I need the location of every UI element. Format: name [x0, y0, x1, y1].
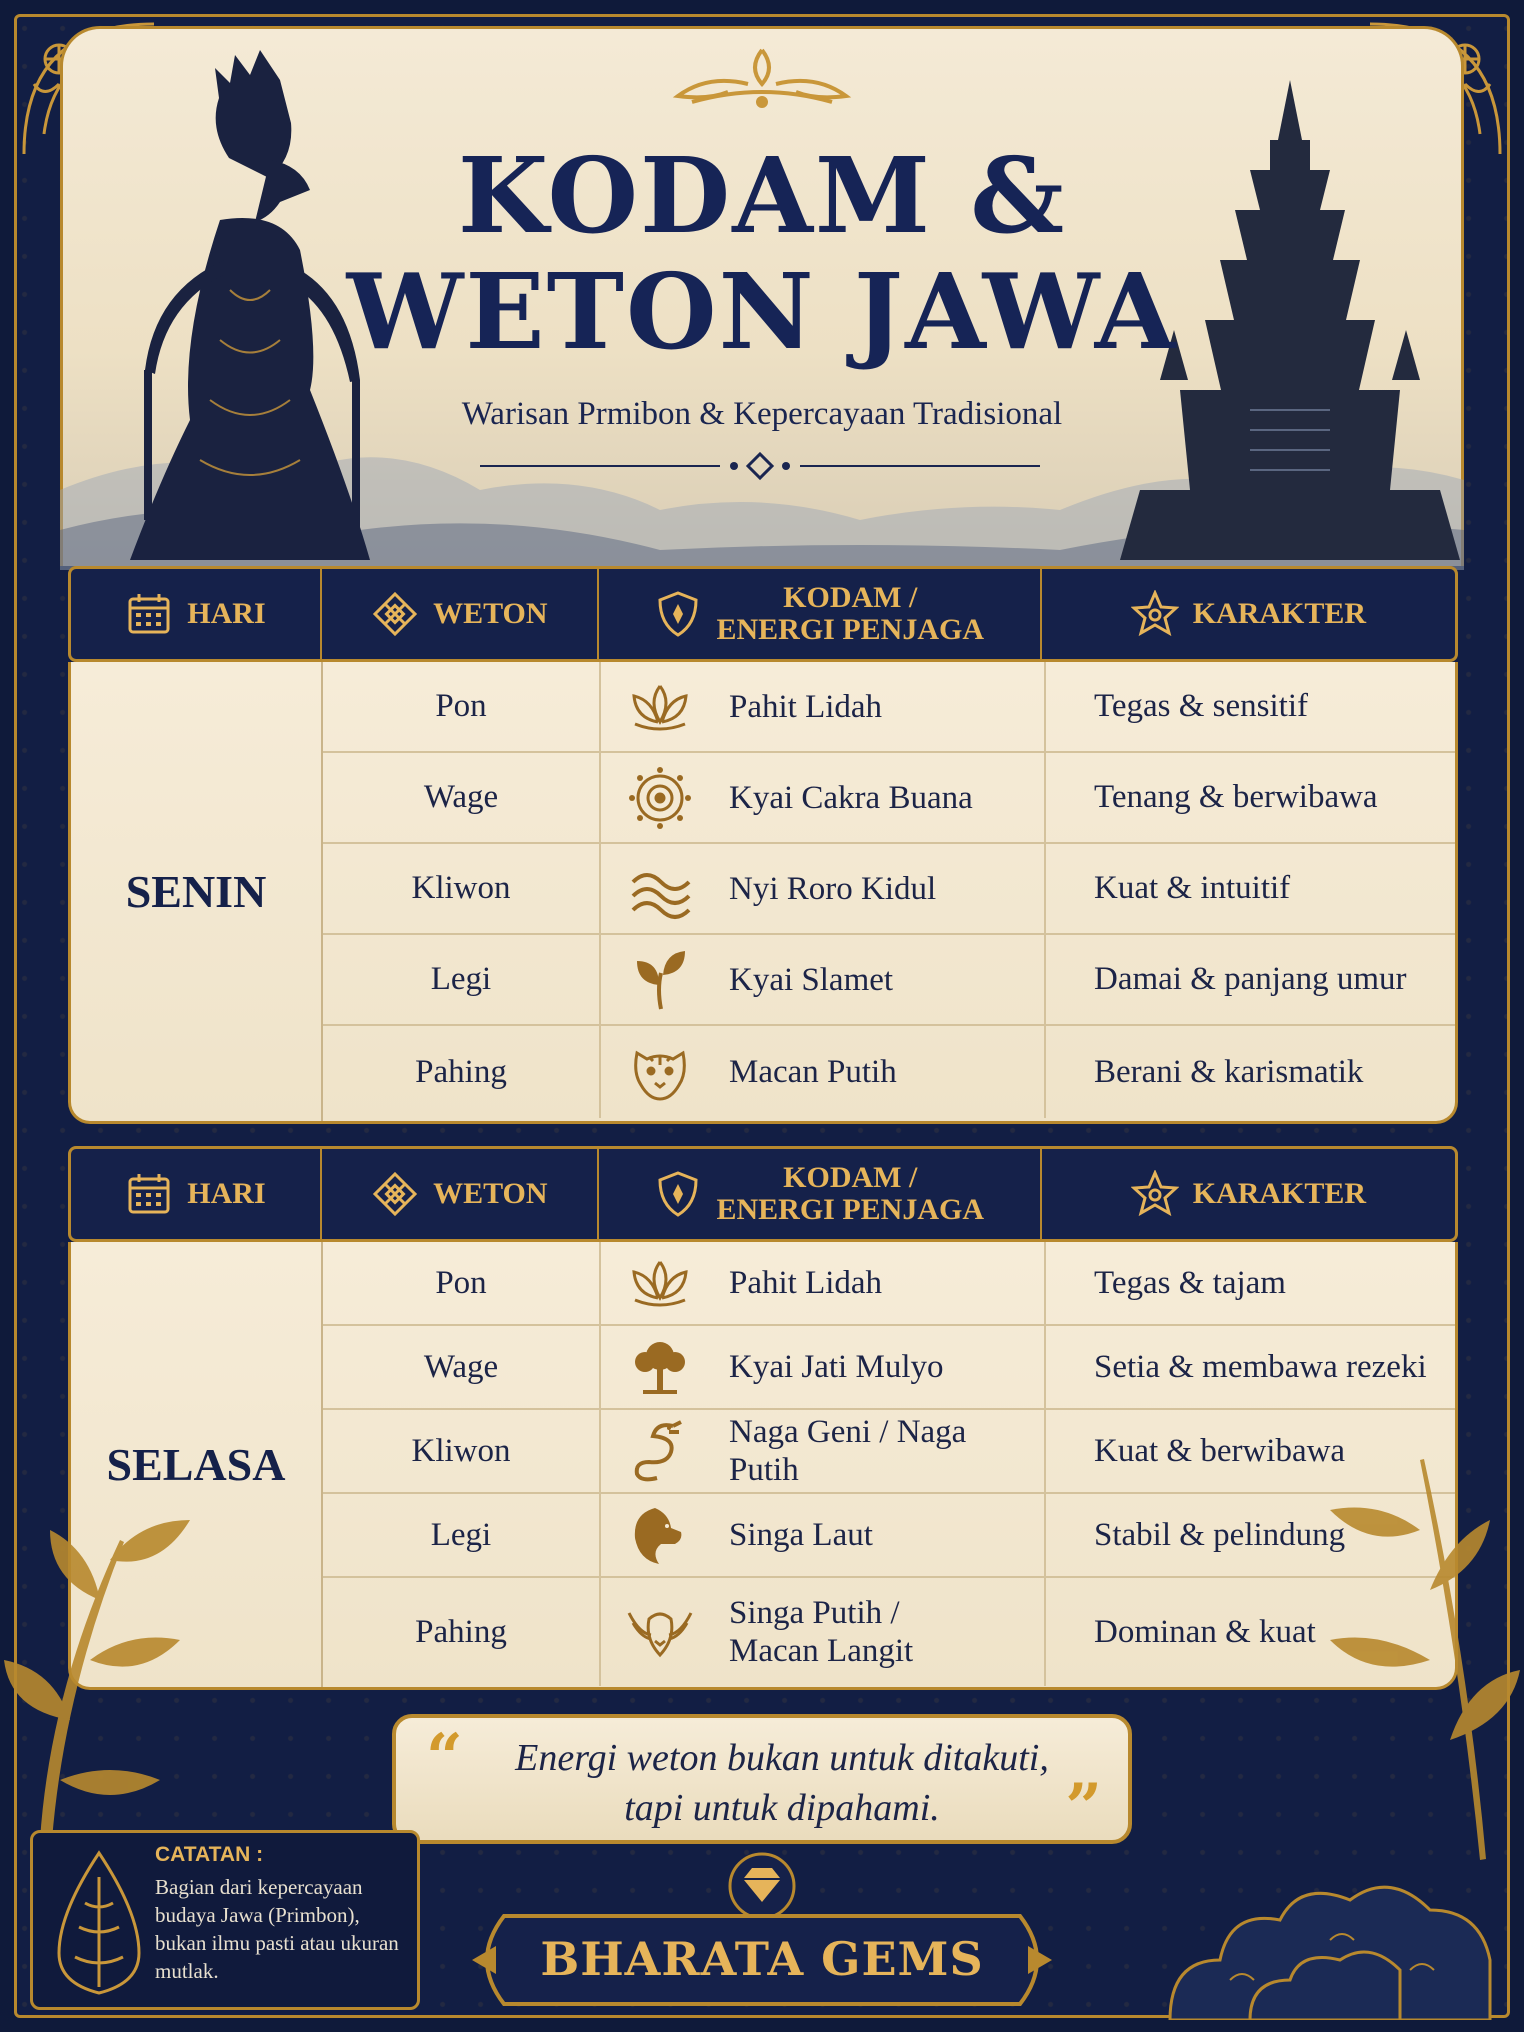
quote-line-1: Energi weton bukan untuk ditakuti, [515, 1737, 1049, 1779]
table-body [68, 662, 1458, 1124]
tiger-icon [625, 1037, 695, 1107]
column-hari: HARI [71, 569, 322, 659]
karakter-cell: Dominan & kuat [1094, 1613, 1316, 1650]
column-hari: HARI [71, 1149, 322, 1239]
note-title: CATATAN : [155, 1843, 264, 1866]
lion-icon [625, 1500, 695, 1570]
table-row [323, 1578, 1455, 1686]
table-body [68, 1242, 1458, 1690]
hari-cell: SENIN [71, 662, 323, 1121]
kodam-cell: Pahit Lidah [601, 1242, 1046, 1324]
brand-plate [464, 1910, 1060, 2010]
shield-icon [654, 590, 702, 638]
karakter-cell: Tegas & sensitif [1094, 688, 1308, 724]
karakter-cell: Stabil & pelindung [1094, 1516, 1346, 1553]
kodam-cell: Singa Putih / Macan Langit [601, 1578, 1046, 1686]
kodam-cell: Nyi Roro Kidul [601, 844, 1046, 933]
kodam-cell: Kyai Slamet [601, 935, 1046, 1024]
table-row [323, 1242, 1455, 1326]
kodam-cell: Naga Geni / Naga Putih [601, 1410, 1046, 1492]
star-flower-icon [1131, 590, 1179, 638]
table-row [323, 1494, 1455, 1578]
lotus-icon [625, 1248, 695, 1318]
table-row [323, 1026, 1455, 1118]
karakter-cell: Tenang & berwibawa [1094, 779, 1378, 815]
tree-icon [625, 1332, 695, 1402]
table-row [323, 753, 1455, 844]
kodam-cell: Singa Laut [601, 1494, 1046, 1576]
quote-box [392, 1714, 1132, 1844]
diamond-icon [722, 1850, 802, 1918]
table-header [68, 566, 1458, 662]
column-weton: WETON [322, 1149, 599, 1239]
column-karakter: KARAKTER [1042, 1149, 1455, 1239]
kodam-cell: Macan Putih [601, 1026, 1046, 1118]
page-subtitle: Warisan Prmibon & Kepercayaan Tradisional [461, 396, 1063, 432]
quote-line-2: tapi untuk dipahami. [624, 1787, 940, 1829]
page-title: KODAM & WETON JAWA [346, 134, 1178, 373]
knot-ornament-icon [371, 1170, 419, 1218]
weton-cell: Kliwon [323, 1410, 601, 1492]
wave-icon [625, 854, 695, 924]
kodam-cell: Kyai Jati Mulyo [601, 1326, 1046, 1408]
column-karakter: KARAKTER [1042, 569, 1455, 659]
karakter-cell: Kuat & berwibawa [1094, 1432, 1346, 1469]
table-row [323, 935, 1455, 1026]
calendar-icon [125, 1170, 173, 1218]
weton-table-senin [68, 566, 1458, 1124]
winged-lion-icon [625, 1597, 695, 1667]
knot-ornament-icon [371, 590, 419, 638]
table-row [323, 844, 1455, 935]
weton-cell: Pon [323, 662, 601, 751]
karakter-cell: Berani & karismatik [1094, 1053, 1364, 1090]
weton-cell: Pon [323, 1242, 601, 1324]
brand-name: BHARATA GEMS [540, 1932, 984, 1986]
lotus-icon [625, 672, 695, 742]
table-row [323, 1326, 1455, 1410]
table-row [323, 662, 1455, 753]
gold-leaves-left [0, 1480, 230, 1840]
column-kodam: KODAM / ENERGI PENJAGA [599, 569, 1042, 659]
hari-cell: SELASA [71, 1242, 323, 1687]
karakter-cell: Tegas & tajam [1094, 1264, 1286, 1301]
open-quote-icon: “ [426, 1720, 463, 1795]
dragon-icon [625, 1416, 695, 1486]
note-text: Bagian dari kepercayaan budaya Jawa (Primbon), bukan ilmu pasti atau ukuran mutlak. [155, 1875, 399, 1983]
calendar-icon [125, 590, 173, 638]
karakter-cell: Kuat & intuitif [1094, 870, 1291, 906]
weton-cell: Wage [323, 1326, 601, 1408]
kodam-cell: Pahit Lidah [601, 662, 1046, 751]
shield-icon [654, 1170, 702, 1218]
top-ornament [652, 40, 872, 120]
weton-cell: Pahing [323, 1578, 601, 1686]
weton-cell: Wage [323, 753, 601, 842]
gunungan-icon [51, 1847, 147, 1997]
weton-cell: Pahing [323, 1026, 601, 1118]
column-weton: WETON [322, 569, 599, 659]
sun-wheel-icon [625, 763, 695, 833]
close-quote-icon: ” [1065, 1770, 1102, 1845]
gold-clouds-right [1150, 1700, 1510, 2020]
column-kodam: KODAM / ENERGI PENJAGA [599, 1149, 1042, 1239]
table-row [323, 1410, 1455, 1494]
kodam-cell: Kyai Cakra Buana [601, 753, 1046, 842]
weton-cell: Legi [323, 1494, 601, 1576]
star-flower-icon [1131, 1170, 1179, 1218]
title-divider [480, 448, 1040, 484]
note-box [30, 1830, 420, 2010]
weton-table-selasa [68, 1146, 1458, 1690]
weton-cell: Legi [323, 935, 601, 1024]
leaf-sprout-icon [625, 945, 695, 1015]
karakter-cell: Damai & panjang umur [1094, 961, 1407, 997]
table-header [68, 1146, 1458, 1242]
weton-cell: Kliwon [323, 844, 601, 933]
karakter-cell: Setia & membawa rezeki [1094, 1348, 1427, 1385]
